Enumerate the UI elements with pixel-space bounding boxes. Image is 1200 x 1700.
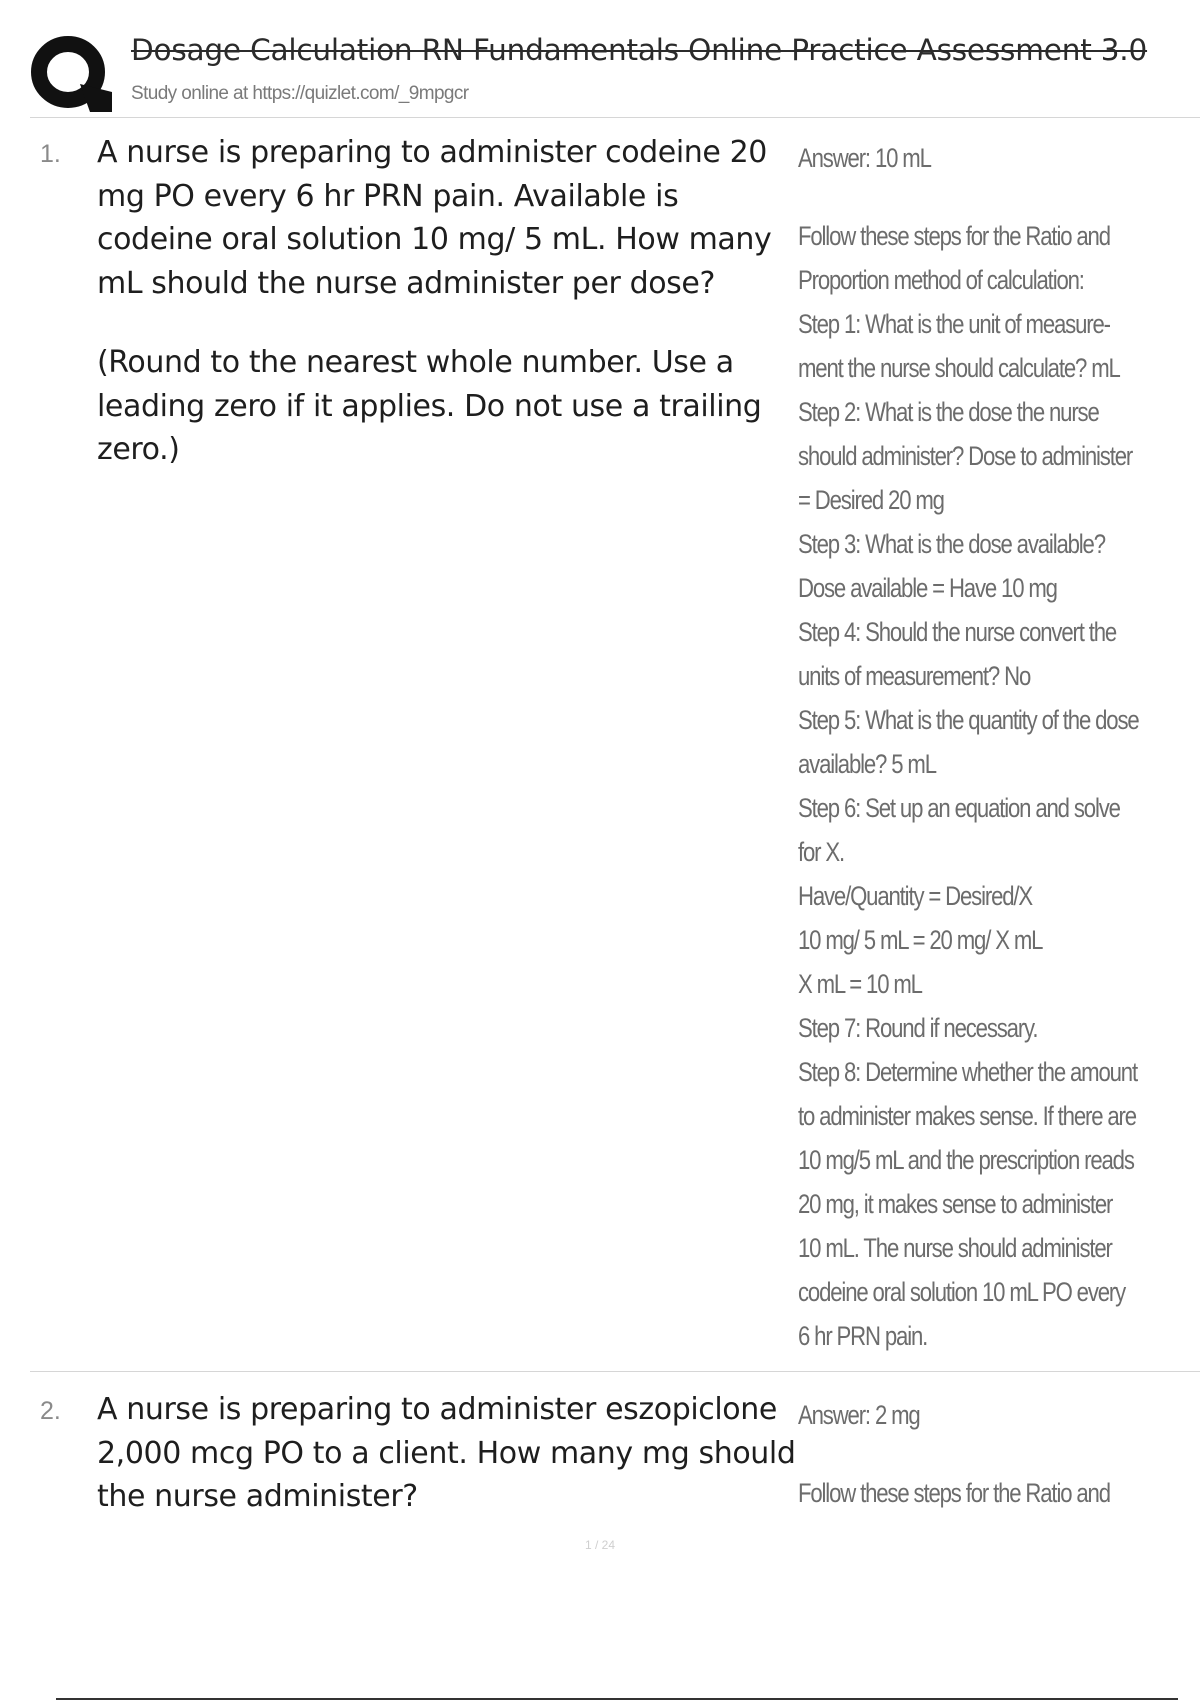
document-header — [0, 0, 1200, 118]
header-divider — [30, 117, 1200, 118]
flashcard-2 — [0, 1392, 1200, 1527]
explanation-line: units of measurement? No — [798, 661, 1031, 691]
explanation-line: Step 1: What is the unit of measure- — [798, 309, 1110, 339]
page-number: 1 / 24 — [584, 1538, 616, 1552]
question-text — [97, 1388, 797, 1519]
explanation-line: for X. — [798, 837, 845, 867]
explanation-line: Step 2: What is the dose the nurse — [798, 397, 1099, 427]
flashcard-1 — [0, 135, 1200, 1375]
explanation-line: to administer makes sense. If there are — [798, 1101, 1136, 1131]
document-title: Dosage Calculation RN Fundamentals Online Practice Assessment 3.0 — [131, 33, 1148, 67]
explanation-line: available? 5 mL — [798, 749, 936, 779]
explanation-line: 20 mg, it makes sense to administer — [798, 1189, 1113, 1219]
explanation-line: Have/Quantity = Desired/X — [798, 881, 1033, 911]
explanation-line: Follow these steps for the Ratio and — [798, 221, 1110, 251]
explanation-line: 10 mg/ 5 mL = 20 mg/ X mL — [798, 925, 1043, 955]
question-text — [97, 131, 797, 472]
card-divider — [30, 1371, 1200, 1372]
explanation-line: X mL = 10 mL — [798, 969, 922, 999]
explanation-line: Step 7: Round if necessary. — [798, 1013, 1038, 1043]
explanation-line: codeine oral solution 10 mL PO every — [798, 1277, 1126, 1307]
answer-value: Answer: 2 mg — [798, 1400, 920, 1430]
explanation-line: Step 6: Set up an equation and solve — [798, 793, 1120, 823]
study-online-link[interactable]: Study online at https://quizlet.com/_9mpgcr — [131, 83, 469, 104]
explanation-line: Step 5: What is the quantity of the dose — [798, 705, 1139, 735]
answer-value: Answer: 10 mL — [798, 143, 931, 173]
explanation-line: Step 8: Determine whether the amount — [798, 1057, 1137, 1087]
explanation-line: Proportion method of calculation: — [798, 265, 1084, 295]
question-paragraph: A nurse is preparing to administer eszopiclone 2,000 mcg PO to a client. How many mg should the nurse administer? — [97, 1392, 796, 1514]
card-number: 2. — [40, 1397, 61, 1425]
question-paragraph: A nurse is preparing to administer codeine 20 mg PO every 6 hr PRN pain. Available is codeine oral solution 10 mg/ 5 mL. How many mL should the nurse administer per dose? — [97, 135, 772, 301]
answer-explanation — [798, 1393, 1128, 1515]
explanation-line: Step 4: Should the nurse convert the — [798, 617, 1117, 647]
card-number: 1. — [40, 140, 61, 168]
quizlet-logo-icon — [30, 32, 112, 112]
explanation-line: = Desired 20 mg — [798, 485, 944, 515]
answer-explanation — [798, 136, 1139, 1358]
question-instruction: (Round to the nearest whole number. Use a leading zero if it applies. Do not use a trailing zero.) — [97, 345, 762, 467]
explanation-line: Follow these steps for the Ratio and — [798, 1478, 1110, 1508]
explanation-line: 10 mg/5 mL and the prescription reads — [798, 1145, 1134, 1175]
explanation-line: 6 hr PRN pain. — [798, 1321, 928, 1351]
explanation-line: 10 mL. The nurse should administer — [798, 1233, 1112, 1263]
explanation-line: ment the nurse should calculate? mL — [798, 353, 1120, 383]
explanation-line: Step 3: What is the dose available? — [798, 529, 1105, 559]
explanation-line: Dose available = Have 10 mg — [798, 573, 1057, 603]
explanation-line: should administer? Dose to administer — [798, 441, 1133, 471]
